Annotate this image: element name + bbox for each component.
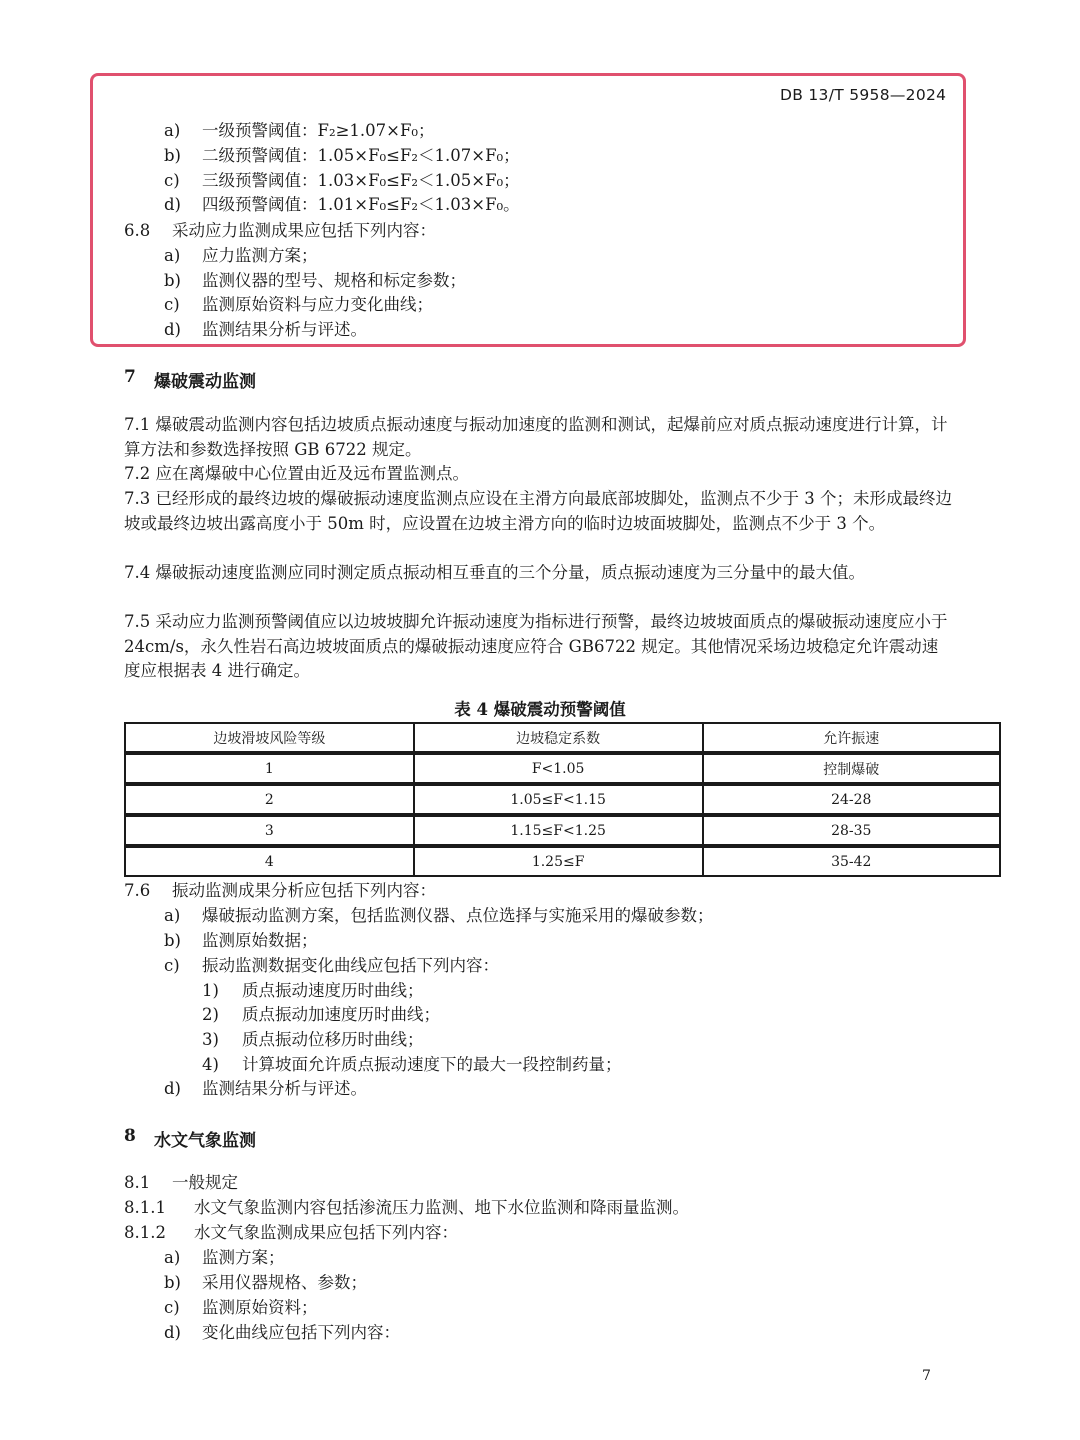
sub-list-item: 质点振动速度历时曲线；: [242, 981, 424, 1000]
list-item: 监测仪器的型号、规格和标定参数；: [202, 271, 466, 290]
page-number: 7: [922, 1368, 931, 1384]
list-item-marker: b): [164, 146, 181, 165]
list-item-marker: c): [164, 956, 180, 975]
list-item-marker: d): [164, 1323, 181, 1342]
list-item: 监测结果分析与评述。: [202, 320, 367, 339]
list-item-marker: d): [164, 320, 181, 339]
list-item: 四级预警阈值：1.01×F₀≤F₂＜1.03×F₀。: [202, 195, 520, 214]
list-item: 一级预警阈值：F₂≥1.07×F₀；: [202, 121, 435, 140]
list-item: 监测原始资料与应力变化曲线；: [202, 295, 433, 314]
table-cell: 控制爆破: [703, 753, 1001, 784]
table-cell: 1.15≤F<1.25: [414, 815, 703, 846]
section-title: 爆破震动监测: [154, 372, 256, 392]
list-item-marker: d): [164, 1079, 181, 1098]
clause-number: 6.8: [124, 221, 151, 240]
list-item-marker: a): [164, 246, 181, 265]
list-item: 应力监测方案；: [202, 246, 318, 265]
list-item-marker: d): [164, 195, 181, 214]
list-item: 监测原始资料；: [202, 1298, 318, 1317]
list-item-marker: a): [164, 1248, 181, 1267]
table-row: [125, 753, 1000, 784]
table-header-cell: 边坡滑坡风险等级: [125, 723, 414, 753]
table-row: [125, 784, 1000, 815]
section-number: 7: [124, 367, 136, 387]
list-item: 监测原始数据；: [202, 931, 318, 950]
paragraph-7-5: 7.5 采动应力监测预警阈值应以边坡坡脚允许振动速度为指标进行预警，最终边坡坡面质点的爆破振动速度应小于 24cm/s，永久性岩石高边坡坡面质点的爆破振动速度应符合 GB6722 规定。其他情况采场边坡稳定允许震动速度应根据表 4 进行确定。: [124, 612, 948, 680]
clause-number: 8.1.1: [124, 1198, 166, 1217]
paragraph-7-1: 7.1 爆破震动监测内容包括边坡质点振动速度与振动加速度的监测和测试，起爆前应对质点振动速度进行计算，计算方法和参数选择按照 GB 6722 规定。: [124, 415, 948, 459]
section-title: 水文气象监测: [154, 1131, 256, 1151]
table-cell: 24-28: [703, 784, 1001, 815]
list-item-marker: c): [164, 295, 180, 314]
clause-number: 7.6: [124, 881, 151, 900]
list-item-marker: a): [164, 906, 181, 925]
list-item: 爆破振动监测方案，包括监测仪器、点位选择与实施采用的爆破参数；: [202, 906, 714, 925]
list-item-marker: c): [164, 171, 180, 190]
clause-number: 8.1.2: [124, 1223, 166, 1242]
paragraph-7-3: 7.3 已经形成的最终边坡的爆破振动速度监测点应设在主滑方向最底部坡脚处，监测点不少于 3 个；未形成最终边坡或最终边坡出露高度小于 50m 时，应设置在边坡主滑方向的临时边坡面坡脚处，监测点不少于 3 个。: [124, 489, 952, 533]
section-number: 8: [124, 1126, 136, 1146]
sub-list-item: 质点振动位移历时曲线；: [242, 1030, 424, 1049]
clause-text: 一般规定: [172, 1173, 238, 1192]
list-item: 监测方案；: [202, 1248, 285, 1267]
sub-list-marker: 3): [202, 1030, 219, 1049]
list-item: 三级预警阈值：1.03×F₀≤F₂＜1.05×F₀；: [202, 171, 520, 190]
list-item-marker: c): [164, 1298, 180, 1317]
clause-text: 振动监测成果分析应包括下列内容：: [172, 881, 436, 900]
table-row: [125, 815, 1000, 846]
table-cell: 28-35: [703, 815, 1001, 846]
table-cell: 2: [125, 784, 414, 815]
paragraph-7-2: 7.2 应在离爆破中心位置由近及远布置监测点。: [124, 464, 469, 483]
list-item-marker: b): [164, 271, 181, 290]
sub-list-marker: 4): [202, 1055, 219, 1074]
table-row: [125, 846, 1000, 876]
list-item-marker: a): [164, 121, 181, 140]
sub-list-item: 质点振动加速度历时曲线；: [242, 1005, 440, 1024]
clause-text: 采动应力监测成果应包括下列内容：: [172, 221, 436, 240]
clause-number: 8.1: [124, 1173, 151, 1192]
list-item-marker: b): [164, 931, 181, 950]
sub-list-marker: 1): [202, 981, 219, 1000]
table-cell: 1.05≤F<1.15: [414, 784, 703, 815]
list-item: 监测结果分析与评述。: [202, 1079, 367, 1098]
table-header-cell: 边坡稳定系数: [414, 723, 703, 753]
paragraph-7-4: 7.4 爆破振动速度监测应同时测定质点振动相互垂直的三个分量，质点振动速度为三分量中的最大值。: [124, 563, 865, 582]
list-item: 振动监测数据变化曲线应包括下列内容：: [202, 956, 499, 975]
table-cell: 1: [125, 753, 414, 784]
table-header-cell: 允许振速: [703, 723, 1001, 753]
warning-threshold-table: [124, 722, 1001, 877]
document-code: DB 13/T 5958—2024: [780, 86, 947, 104]
sub-list-item: 计算坡面允许质点振动速度下的最大一段控制药量；: [242, 1055, 622, 1074]
table-cell: 35-42: [703, 846, 1001, 876]
sub-list-marker: 2): [202, 1005, 219, 1024]
table-cell: 1.25≤F: [414, 846, 703, 876]
table-caption: 表 4 爆破震动预警阈值: [454, 700, 626, 719]
clause-text: 水文气象监测内容包括渗流压力监测、地下水位监测和降雨量监测。: [194, 1198, 689, 1217]
list-item: 采用仪器规格、参数；: [202, 1273, 367, 1292]
list-item: 二级预警阈值：1.05×F₀≤F₂＜1.07×F₀；: [202, 146, 520, 165]
list-item-marker: b): [164, 1273, 181, 1292]
table-header-row: [125, 723, 1000, 753]
table-cell: 4: [125, 846, 414, 876]
list-item: 变化曲线应包括下列内容：: [202, 1323, 400, 1342]
table-cell: 3: [125, 815, 414, 846]
table-cell: F<1.05: [414, 753, 703, 784]
clause-text: 水文气象监测成果应包括下列内容：: [194, 1223, 458, 1242]
